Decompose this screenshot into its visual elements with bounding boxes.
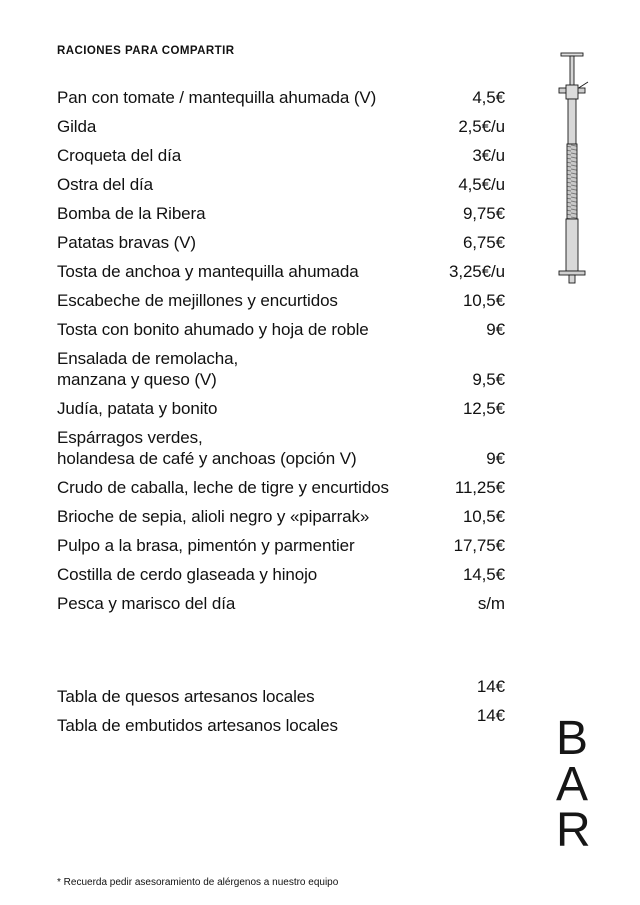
menu-item-name-line: Tosta de anchoa y mantequilla ahumada [57, 262, 359, 281]
menu-item-name [57, 715, 465, 736]
menu-item-name-line: Bomba de la Ribera [57, 204, 206, 223]
menu-item-name-line: Brioche de sepia, alioli negro y «piparrak» [57, 507, 370, 526]
menu-item-row [57, 232, 505, 253]
menu-item-name-line: holandesa de café y anchoas (opción V) [57, 449, 357, 468]
menu-item-name-line: Tabla de quesos artesanos locales [57, 687, 315, 706]
menu-item-price: s/m [477, 594, 505, 613]
menu-item-name [57, 116, 446, 137]
menu-item-row [57, 477, 505, 498]
menu-item-name [57, 87, 460, 108]
menu-item-name-line: Patatas bravas (V) [57, 233, 196, 252]
menu-item-name [57, 261, 437, 282]
menu-item-name [57, 174, 446, 195]
menu-item-name-line: Pulpo a la brasa, pimentón y parmentier [57, 536, 355, 555]
menu-item-name-line: Pesca y marisco del día [57, 594, 236, 613]
menu-item-name [57, 145, 460, 166]
menu-item-price: 4,5€/u [458, 175, 505, 194]
menu-item-price: 9€ [486, 320, 505, 339]
menu-item-price: 17,75€ [453, 536, 505, 555]
menu-item-name-line: Croqueta del día [57, 146, 182, 165]
menu-item-row [57, 290, 505, 311]
menu-item-name-line: Espárragos verdes, [57, 428, 203, 447]
menu-item-name [57, 348, 460, 390]
menu-item-price: 10,5€ [462, 291, 505, 310]
menu-item-price: 4,5€ [472, 88, 505, 107]
menu-item-row [57, 116, 505, 137]
menu-item-row [57, 593, 505, 614]
menu-item-name [57, 686, 465, 707]
menu-item-row [57, 174, 505, 195]
support-prop-illustration-icon [551, 52, 593, 290]
menu-item-row [57, 677, 505, 707]
menu-item-row [57, 706, 505, 736]
menu-item-name-line: Gilda [57, 117, 97, 136]
menu-item-name-line: Escabeche de mejillones y encurtidos [57, 291, 338, 310]
menu-item-name [57, 593, 466, 614]
menu-item-row [57, 348, 505, 390]
menu-item-row [57, 535, 505, 556]
menu-item-price: 9,5€ [472, 370, 505, 389]
menu-item-price: 3€/u [472, 146, 505, 165]
menu-item-name-line: Judía, patata y bonito [57, 399, 218, 418]
menu-item-name [57, 427, 474, 469]
menu-item-name [57, 564, 451, 585]
menu-item-price: 6,75€ [462, 233, 505, 252]
menu-list [57, 87, 505, 614]
section-title: RACIONES PARA COMPARTIR [57, 45, 235, 57]
menu-item-name [57, 232, 451, 253]
menu-item-name [57, 290, 451, 311]
menu-item-name-line: Pan con tomate / mantequilla ahumada (V) [57, 88, 377, 107]
menu-item-row [57, 261, 505, 282]
extras-list [57, 677, 505, 736]
menu-item-name [57, 535, 442, 556]
menu-item-name-line: Tabla de embutidos artesanos locales [57, 716, 338, 735]
menu-item-row [57, 145, 505, 166]
brand-letter: R [556, 804, 591, 857]
menu-item-price: 2,5€/u [458, 117, 505, 136]
menu-item-price: 14€ [476, 706, 505, 725]
menu-item-name [57, 203, 451, 224]
menu-item-price: 3,25€/u [448, 262, 505, 281]
menu-item-name [57, 477, 443, 498]
menu-item-name [57, 506, 451, 527]
brand-letter: A [556, 758, 589, 811]
menu-item-row [57, 87, 505, 108]
menu-item-row [57, 319, 505, 340]
menu-item-row [57, 506, 505, 527]
allergen-footnote: * Recuerda pedir asesoramiento de alérgenos a nuestro equipo [57, 877, 339, 888]
menu-page [57, 45, 505, 744]
menu-item-price: 11,25€ [454, 478, 505, 497]
menu-item-row [57, 398, 505, 419]
menu-item-price: 10,5€ [462, 507, 505, 526]
menu-item-name-line: manzana y queso (V) [57, 370, 217, 389]
menu-item-price: 9€ [486, 449, 505, 468]
menu-item-name-line: Ensalada de remolacha, [57, 349, 239, 368]
menu-item-name-line: Crudo de caballa, leche de tigre y encurtidos [57, 478, 389, 497]
menu-item-name-line: Tosta con bonito ahumado y hoja de roble [57, 320, 369, 339]
menu-item-row [57, 564, 505, 585]
menu-item-name-line: Ostra del día [57, 175, 154, 194]
menu-item-price: 12,5€ [462, 399, 505, 418]
menu-item-price: 14,5€ [462, 565, 505, 584]
menu-item-price: 14€ [476, 677, 505, 696]
menu-item-price: 9,75€ [462, 204, 505, 223]
menu-item-row [57, 427, 505, 469]
brand-vertical-wordmark [556, 712, 591, 857]
menu-item-name-line: Costilla de cerdo glaseada y hinojo [57, 565, 318, 584]
menu-item-name [57, 398, 451, 419]
menu-item-name [57, 319, 474, 340]
brand-letter: B [556, 712, 589, 765]
menu-item-row [57, 203, 505, 224]
